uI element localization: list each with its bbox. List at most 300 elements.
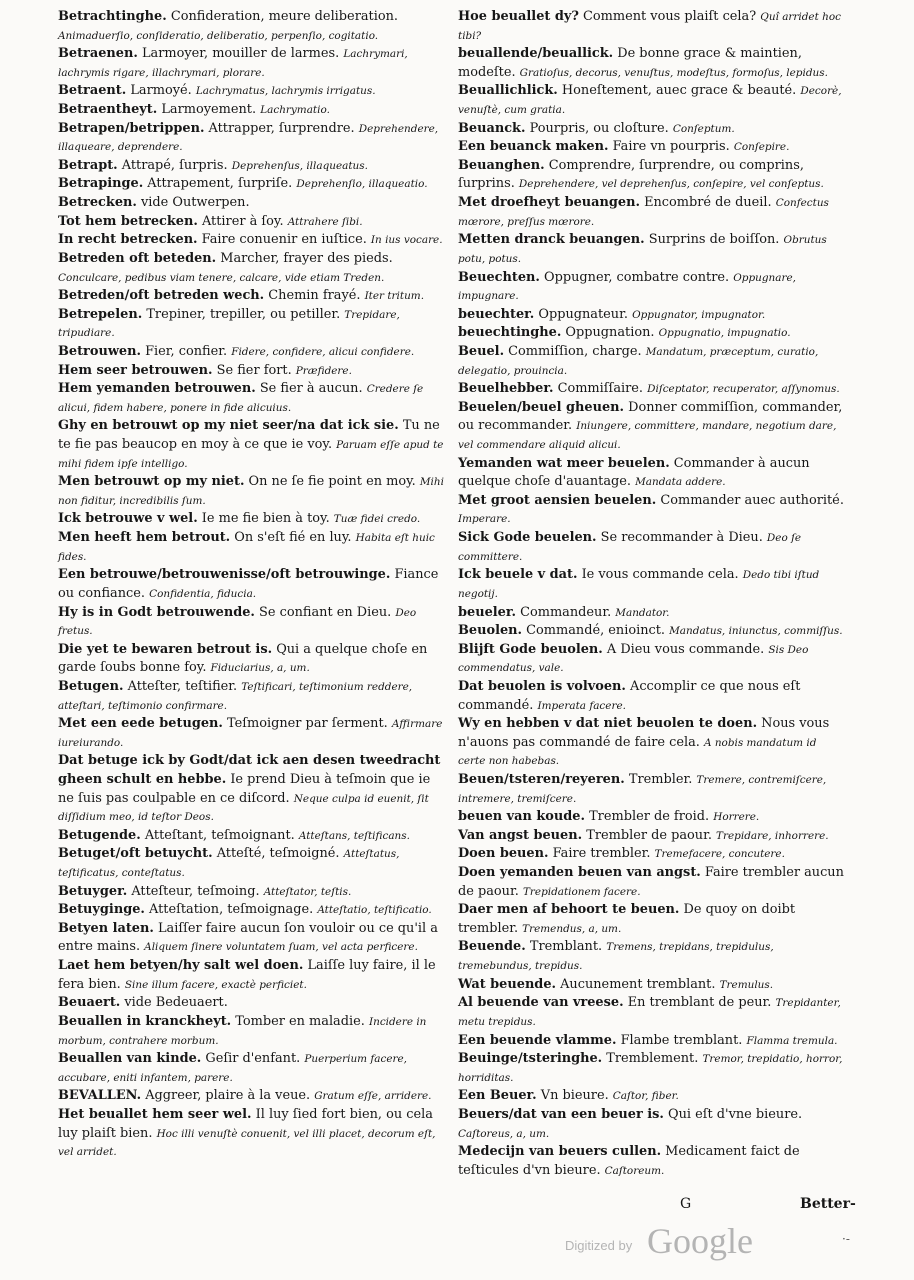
entry-headword: Met groot aensien beuelen. (458, 492, 657, 508)
dictionary-entry (458, 343, 846, 380)
dictionary-entry (458, 994, 846, 1031)
entry-latin: Deprehenſio, illaqueatio. (296, 178, 428, 191)
entry-headword: Betuyginge. (58, 902, 145, 918)
entry-headword: Betuget/oft betuycht. (58, 846, 213, 862)
watermark-google-text: Google (647, 1221, 753, 1261)
dictionary-entry (58, 845, 448, 882)
entry-latin: Incidere in morbum, contrahere morbum. (58, 1015, 427, 1047)
entry-french: Larmoyement. (161, 102, 257, 118)
entry-headword: Hoe beuallet dy? (458, 9, 579, 24)
dictionary-entry (58, 604, 448, 641)
entry-headword: Een beuende vlamme. (458, 1032, 617, 1048)
entry-latin: Tremens, trepidans, trepidulus, tremebundus, trepidus. (458, 941, 774, 973)
signature-mark: G (680, 1196, 692, 1212)
right-column (458, 8, 846, 1180)
entry-headword: Betreden/oft betreden wech. (58, 288, 265, 304)
dictionary-entry (458, 269, 846, 306)
dictionary-entry (58, 566, 448, 603)
dictionary-entry (58, 901, 448, 920)
watermark-small-text: Digitized by (565, 1238, 633, 1253)
entry-french: vide Outwerpen. (141, 195, 250, 211)
dictionary-entry (458, 8, 846, 45)
entry-headword: Beuelhebber. (458, 381, 554, 397)
entry-headword: Dat beuolen is volvoen. (458, 678, 626, 694)
entry-latin: Atteſtatio, teſtificatio. (317, 904, 432, 917)
entry-french: Ie vous commande cela. (581, 567, 739, 583)
entry-latin: A nobis mandatum id certe non habebas. (458, 736, 817, 768)
entry-french: De quoy on doibt trembler. (458, 902, 796, 936)
entry-headword: Wat beuende. (458, 976, 557, 992)
entry-latin: Diſceptator, recuperator, aſſynomus. (647, 383, 840, 396)
dictionary-entry (458, 622, 846, 641)
dictionary-entry (458, 194, 846, 231)
entry-latin: Affirmare iureiurando. (58, 718, 443, 749)
dictionary-entry (58, 231, 448, 250)
entry-headword: Beuel. (458, 343, 505, 359)
entry-latin: Lachrymatus, lachrymis irrigatus. (195, 85, 376, 98)
dictionary-entry (58, 715, 448, 752)
entry-latin: Tremulus. (719, 978, 774, 991)
entry-latin: Mihi non fiditur, incredibilis ſum. (58, 476, 444, 507)
entry-headword: Sick Gode beuelen. (458, 530, 597, 546)
entry-french: Laiſſer faire aucun ſon vouloir ou ce qu'il a entre mains. (58, 920, 438, 955)
entry-french: Commiſſaire. (557, 381, 644, 397)
entry-latin: Obrutus potu, potus. (458, 234, 827, 265)
entry-french: Trepiner, trepiller, ou petiller. (146, 306, 341, 322)
entry-latin: Trepidationem facere. (522, 885, 641, 898)
entry-french: Ie prend Dieu à teſmoin que ie ne ſuis pas coulpable en ce diſcord. (58, 771, 431, 806)
entry-headword: Een beuanck maken. (458, 139, 609, 155)
entry-french: Oppugner, combatre contre. (544, 269, 730, 285)
entry-headword: beuen van koude. (458, 809, 585, 825)
entry-latin: Iter tritum. (364, 290, 425, 303)
entry-headword: Hem yemanden betrouwen. (58, 381, 256, 397)
entry-latin: Præfidere. (295, 364, 352, 377)
entry-headword: Hem seer betrouwen. (58, 362, 213, 378)
entry-french: Attirer à ſoy. (201, 213, 284, 229)
entry-headword: Een betrouwe/betrouwenisse/oft betrouwinge. (58, 567, 391, 583)
entry-french: Medicament faict de teſticules d'vn bieure. (458, 1144, 800, 1178)
dictionary-entry (58, 957, 448, 994)
dictionary-entry (458, 1087, 846, 1106)
entry-latin: Credere ſe alicui, fidem habere, ponere in fide alicuius. (58, 383, 424, 414)
dictionary-entry (458, 455, 846, 492)
catchword: Better- (800, 1196, 856, 1212)
dictionary-entry (458, 529, 846, 566)
dictionary-entry (458, 808, 846, 827)
entry-french: On s'eſt fié en luy. (234, 530, 352, 546)
dictionary-entry (58, 1106, 448, 1162)
entry-french: A Dieu vous commande. (606, 641, 765, 657)
entry-headword: Laet hem betyen/hy salt wel doen. (58, 958, 304, 974)
dictionary-entry (458, 492, 846, 529)
dictionary-entry (58, 120, 448, 157)
entry-french: Tremblant. (529, 939, 603, 955)
dictionary-entry (458, 399, 846, 455)
entry-headword: Doen yemanden beuen van angst. (458, 865, 701, 881)
entry-french: Larmoyer, mouiller de larmes. (141, 46, 340, 62)
entry-french: De bonne grace & maintien, modeſte. (458, 46, 802, 80)
entry-latin: Caſtoreum. (604, 1164, 665, 1177)
entry-latin: Atteſtans, teſtificans. (298, 829, 410, 842)
entry-latin: Dedo tibi iſtud negotij. (458, 569, 820, 600)
entry-headword: Ghy en betrouwt op my niet seer/na dat ick sie. (58, 418, 399, 434)
dictionary-entry (58, 1087, 448, 1106)
dictionary-entry (458, 845, 846, 864)
entry-headword: Betrecken. (58, 195, 137, 211)
entry-headword: Beuaert. (58, 995, 121, 1011)
dictionary-entry (458, 1106, 846, 1143)
entry-latin: Caſtor, fiber. (612, 1090, 679, 1103)
entry-headword: Beuanghen. (458, 157, 545, 173)
entry-french: Commandé, enioinct. (526, 623, 666, 639)
entry-latin: Trepidanter, metu trepidus. (458, 997, 841, 1028)
dictionary-entry (58, 417, 448, 473)
entry-french: vide Bedeuaert. (124, 995, 228, 1011)
corner-mark: ·- (842, 1232, 850, 1246)
entry-headword: Doen beuen. (458, 846, 549, 862)
entry-headword: Beuende. (458, 939, 526, 955)
dictionary-entry (458, 641, 846, 678)
entry-latin: Horrere. (713, 811, 760, 824)
entry-latin: Imperare. (458, 513, 511, 526)
entry-french: Faire conuenir en iuſtice. (201, 232, 367, 248)
dictionary-entry (458, 82, 846, 119)
entry-french: Atteſtant, teſmoignant. (144, 827, 295, 843)
dictionary-entry (58, 641, 448, 678)
dictionary-entry (58, 343, 448, 362)
entry-french: Se fier à aucun. (259, 381, 363, 397)
entry-headword: Beuanck. (458, 120, 526, 136)
entry-latin: Gratum eſſe, arridere. (314, 1090, 432, 1103)
entry-french: Surprins de boiſſon. (648, 232, 780, 248)
entry-french: Chemin frayé. (268, 288, 361, 304)
entry-latin: Mandatus, iniunctus, commiſſus. (669, 625, 843, 638)
entry-french: Encombré de dueil. (644, 195, 772, 211)
dictionary-entry (58, 1013, 448, 1050)
dictionary-entry (458, 45, 846, 82)
left-column (58, 8, 448, 1162)
entry-headword: Beuallichlick. (458, 83, 558, 99)
dictionary-entry (458, 324, 846, 343)
entry-headword: Betrepelen. (58, 306, 143, 322)
entry-headword: Betraent. (58, 83, 127, 99)
entry-french: Attrapper, ſurprendre. (208, 120, 355, 136)
entry-headword: Dat betuge ick by Godt/dat ick aen desen tweedracht gheen schult en hebbe. (58, 753, 441, 787)
entry-headword: Beuinge/tsteringhe. (458, 1051, 603, 1067)
entry-latin: Oppugnator, impugnator. (632, 308, 766, 321)
entry-headword: Ick betrouwe v wel. (58, 511, 198, 527)
entry-latin: Atteſtatus, teſtificatus, conteſtatus. (58, 848, 400, 880)
entry-latin: Tremor, trepidatio, horror, horriditas. (458, 1053, 843, 1084)
dictionary-entry (58, 250, 448, 287)
entry-latin: Puerperium facere, accubare, eniti infantem, parere. (58, 1053, 407, 1084)
dictionary-entry (458, 864, 846, 901)
dictionary-entry (458, 566, 846, 603)
entry-latin: In ius vocare. (370, 234, 443, 247)
entry-latin: Mandata addere. (635, 476, 726, 489)
dictionary-entry (458, 771, 846, 808)
dictionary-entry (58, 827, 448, 846)
entry-latin: Lachrymari, lachrymis rigare, illachrymari, plorare. (58, 48, 408, 79)
dictionary-entry (58, 510, 448, 529)
entry-french: Fier, confier. (145, 343, 228, 359)
dictionary-entry (58, 362, 448, 381)
entry-headword: Yemanden wat meer beuelen. (458, 455, 670, 471)
entry-latin: Paruam eſſe apud te mihi fidem ipſe intelligo. (58, 439, 444, 470)
entry-french: Honeſtement, auec grace & beauté. (561, 83, 797, 99)
entry-latin: Atteſtator, teſtis. (263, 885, 352, 898)
entry-french: Accomplir ce que nous eſt commandé. (458, 678, 801, 713)
dictionary-entry (458, 138, 846, 157)
dictionary-entry (58, 380, 448, 417)
entry-french: Se recommander à Dieu. (600, 530, 763, 546)
entry-french: Faire trembler. (552, 846, 651, 862)
dictionary-entry (458, 976, 846, 995)
entry-latin: Tuæ fidei credo. (333, 513, 421, 526)
dictionary-entry (58, 920, 448, 957)
entry-latin: Confectus mœrore, preſſus mœrore. (458, 197, 829, 228)
dictionary-entry (58, 473, 448, 510)
entry-headword: Het beuallet hem seer wel. (58, 1106, 252, 1122)
entry-headword: Beuen/tsteren/reyeren. (458, 771, 625, 787)
dictionary-entry (458, 380, 846, 399)
entry-latin: Caſtoreus, a, um. (458, 1127, 550, 1140)
entry-latin: Oppugnatio, impugnatio. (658, 327, 791, 340)
entry-headword: Hy is in Godt betrouwende. (58, 604, 255, 620)
entry-latin: Deo ſe committere. (458, 532, 802, 563)
entry-french: Commander à aucun quelque choſe d'auantage. (458, 455, 810, 490)
entry-headword: Al beuende van vreese. (458, 995, 624, 1011)
dictionary-entry (458, 901, 846, 938)
entry-french: Marcher, frayer des pieds. (220, 250, 393, 266)
entry-latin: Conſeptum. (672, 122, 735, 135)
entry-latin: Fidere, confidere, alicui confidere. (231, 345, 415, 358)
entry-headword: Men betrouwt op my niet. (58, 474, 245, 490)
entry-headword: In recht betrecken. (58, 232, 198, 248)
dictionary-entry (458, 678, 846, 715)
dictionary-entry (58, 1050, 448, 1087)
entry-headword: Betrapinge. (58, 176, 144, 192)
entry-french: Oppugnation. (565, 325, 655, 341)
entry-french: Il luy ſied fort bien, ou cela luy plaiſt bien. (58, 1106, 433, 1141)
entry-latin: Animaduerſio, conſideratio, deliberatio, perpenſio, cogitatio. (58, 29, 379, 42)
dictionary-entry (58, 101, 448, 120)
entry-latin: Sis Deo commendatus, vale. (458, 643, 809, 675)
entry-french: Qui a quelque choſe en garde ſoubs bonne foy. (58, 641, 428, 676)
entry-french: Laiſſe luy faire, il le fera bien. (58, 958, 436, 992)
entry-latin: Mandator. (615, 606, 670, 619)
entry-latin: Conſepire. (733, 141, 790, 154)
entry-latin: Teſtificari, teſtimonium reddere, atteſtari, teſtimonio confirmare. (58, 680, 413, 712)
entry-french: Flambe tremblant. (620, 1032, 743, 1048)
entry-latin: Decorè, venuſtè, cum gratia. (458, 85, 842, 117)
entry-headword: Betrouwen. (58, 343, 141, 359)
entry-headword: BEVALLEN. (58, 1088, 142, 1104)
entry-headword: beueler. (458, 604, 516, 620)
entry-headword: Betrapen/betrippen. (58, 120, 205, 136)
entry-headword: Van angst beuen. (458, 827, 583, 843)
dictionary-entry (58, 306, 448, 343)
entry-latin: Aliquem ſinere voluntatem ſuam, vel acta perficere. (144, 941, 418, 954)
entry-french: Tremblement. (606, 1051, 699, 1067)
dictionary-entry (458, 715, 846, 771)
entry-headword: Betreden oft beteden. (58, 250, 217, 266)
entry-french: Trembler de froid. (589, 809, 710, 825)
entry-latin: Trepidare, tripudiare. (58, 308, 400, 340)
entry-french: Atteſté, teſmoigné. (216, 846, 340, 862)
entry-latin: Gratioſus, decorus, venuſtus, modeſtus, formoſus, lepidus. (519, 66, 828, 79)
entry-headword: Beuelen/beuel gheuen. (458, 399, 625, 415)
entry-french: Se confiant en Dieu. (259, 604, 392, 620)
entry-latin: Mandatum, præceptum, curatio, delegatio, prouincia. (458, 345, 819, 377)
entry-latin: Oppugnare, impugnare. (458, 271, 796, 303)
entry-french: Vn bieure. (540, 1088, 609, 1104)
dictionary-entry (458, 306, 846, 325)
dictionary-entry (58, 752, 448, 826)
entry-latin: Iniungere, committere, mandare, negotium dare, vel commendare aliquid alicui. (458, 420, 837, 452)
entry-latin: Flamma tremula. (746, 1034, 838, 1047)
entry-french: Commander auec authorité. (660, 492, 844, 508)
entry-latin: Deprehendere, illaqueare, deprendere. (58, 122, 439, 154)
dictionary-entry (58, 8, 448, 45)
entry-headword: Beuallen in kranckheyt. (58, 1013, 232, 1029)
entry-french: Commandeur. (520, 604, 612, 620)
entry-french: Comment vous plaiſt cela? (583, 9, 757, 24)
entry-french: Donner commiſſion, commander, ou recommander. (458, 399, 843, 434)
entry-latin: Attrahere ſibi. (287, 215, 363, 228)
entry-french: En tremblant de peur. (627, 995, 772, 1011)
entry-latin: Habita eſt huic fides. (58, 532, 435, 563)
dictionary-entry (458, 157, 846, 194)
entry-latin: Fiduciarius, a, um. (210, 662, 310, 675)
dictionary-entry (458, 231, 846, 268)
entry-headword: Een Beuer. (458, 1088, 537, 1104)
entry-french: Attrapement, ſurpriſe. (147, 176, 293, 192)
entry-french: Atteſter, teſtifier. (127, 678, 238, 694)
entry-french: Aggreer, plaire à la veue. (145, 1088, 311, 1104)
entry-french: Faire vn pourpris. (612, 139, 730, 155)
entry-french: Se fier fort. (216, 362, 292, 378)
entry-latin: Trepidare, inhorrere. (716, 829, 829, 842)
entry-headword: Betuyger. (58, 883, 128, 899)
entry-french: Commiſſion, charge. (508, 343, 642, 359)
entry-headword: Met droefheyt beuangen. (458, 195, 640, 211)
dictionary-entry (58, 45, 448, 82)
dictionary-entry (458, 604, 846, 623)
dictionary-entry (458, 827, 846, 846)
entry-headword: Die yet te bewaren betrout is. (58, 641, 273, 657)
entry-french: Comprendre, ſurprendre, ou comprins, ſurprins. (458, 157, 804, 192)
entry-french: Nous vous n'auons pas commandé de faire cela. (458, 716, 830, 750)
entry-latin: Deprehenſus, illaqueatus. (231, 159, 368, 172)
entry-french: Trembler de paour. (586, 827, 712, 843)
entry-french: Pourpris, ou cloſture. (529, 120, 669, 136)
entry-headword: Beuechten. (458, 269, 540, 285)
entry-latin: Quî arridet hoc tibi? (458, 11, 841, 42)
dictionary-entry (58, 213, 448, 232)
entry-french: Ie me fie bien à toy. (201, 511, 330, 527)
entry-headword: Betraenen. (58, 46, 138, 62)
dictionary-entry (458, 1143, 846, 1180)
dictionary-entry (58, 529, 448, 566)
entry-latin: Tremere, contremiſcere, intremere, tremiſcere. (458, 773, 827, 805)
entry-latin: Tremendus, a, um. (522, 922, 622, 935)
entry-headword: Medecijn van beuers cullen. (458, 1144, 662, 1160)
entry-latin: Confidentia, fiducia. (149, 587, 257, 600)
entry-french: Fiance ou confiance. (58, 567, 439, 601)
entry-headword: beuallende/beuallick. (458, 46, 614, 62)
entry-headword: Beuallen van kinde. (58, 1051, 202, 1067)
entry-latin: Hoc illi venuſtè conuenit, vel illi placet, decorum eſt, vel arridet. (58, 1127, 436, 1159)
entry-headword: Men heeft hem betrout. (58, 530, 231, 546)
entry-headword: Wy en hebben v dat niet beuolen te doen. (458, 716, 758, 732)
entry-headword: Blijft Gode beuolen. (458, 641, 603, 657)
dictionary-entry (58, 194, 448, 213)
entry-french: Aucunement tremblant. (560, 976, 716, 992)
entry-french: Confideration, meure deliberation. (170, 9, 399, 24)
entry-latin: Imperata facere. (537, 699, 626, 712)
entry-latin: Tremefacere, concutere. (654, 848, 785, 861)
entry-headword: Daer men af behoort te beuen. (458, 902, 680, 918)
dictionary-entry (58, 883, 448, 902)
dictionary-entry (458, 1050, 846, 1087)
entry-headword: Tot hem betrecken. (58, 213, 198, 229)
entry-french: Larmoyé. (130, 83, 192, 99)
entry-headword: Betugen. (58, 678, 124, 694)
entry-french: Qui eſt d'vne bieure. (668, 1106, 803, 1122)
entry-french: Teſmoigner par ſerment. (227, 716, 388, 732)
dictionary-entry (458, 1032, 846, 1051)
dictionary-entry (58, 287, 448, 306)
dictionary-entry (58, 994, 448, 1013)
entry-headword: Betyen laten. (58, 920, 154, 936)
entry-headword: Betrapt. (58, 157, 118, 173)
entry-french: Atteſtation, teſmoignage. (149, 902, 314, 918)
entry-headword: Ick beuele v dat. (458, 567, 578, 583)
entry-french: Tu ne te fie pas beaucop en moy à ce que ie voy. (58, 418, 440, 453)
dictionary-entry (58, 175, 448, 194)
entry-french: Tomber en maladie. (235, 1013, 365, 1029)
entry-headword: Beuolen. (458, 623, 523, 639)
dictionary-entry (58, 157, 448, 176)
entry-french: Atteſteur, teſmoing. (131, 883, 260, 899)
dictionary-entry (458, 120, 846, 139)
entry-french: Trembler. (628, 771, 693, 787)
entry-latin: Conculcare, pedibus viam tenere, calcare, vide etiam Treden. (58, 271, 385, 284)
entry-headword: Betugende. (58, 827, 141, 843)
entry-headword: Met een eede betugen. (58, 716, 223, 732)
entry-headword: beuechter. (458, 306, 535, 322)
entry-latin: Sine illum facere, exactè perficiet. (124, 978, 307, 991)
entry-headword: Betrachtinghe. (58, 9, 167, 24)
entry-latin: Lachrymatio. (260, 104, 330, 117)
entry-headword: Beuers/dat van een beuer is. (458, 1106, 664, 1122)
entry-french: On ne ſe fie point en moy. (248, 474, 416, 490)
entry-latin: Neque culpa id euenit, ſit diſſidium meo, id teſtor Deos. (58, 792, 429, 824)
dictionary-entry (58, 678, 448, 715)
dictionary-entry (458, 938, 846, 975)
entry-latin: Deo fretus. (58, 606, 417, 638)
entry-headword: Metten dranck beuangen. (458, 232, 645, 248)
entry-french: Oppugnateur. (538, 306, 628, 322)
entry-french: Attrapé, ſurpris. (121, 157, 228, 173)
entry-latin: Deprehendere, vel deprehenſus, conſepire, vel conſeptus. (518, 178, 824, 191)
dictionary-entry (58, 82, 448, 101)
entry-french: Geſir d'enfant. (205, 1051, 301, 1067)
entry-headword: Betraentheyt. (58, 102, 158, 118)
entry-french: Faire trembler aucun de paour. (458, 865, 844, 899)
